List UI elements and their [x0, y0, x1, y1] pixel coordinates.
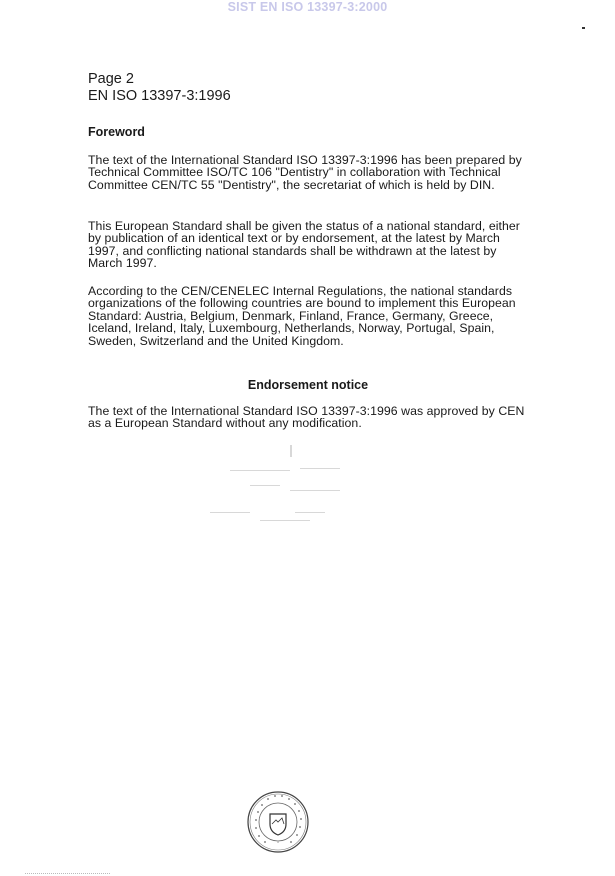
svg-text:*: *: [277, 840, 279, 845]
foreword-paragraph-1: The text of the International Standard ISO 13397-3:1996 has been prepared by Technical Committee ISO/TC 106 "Dentistry" in collaboration with Technical Committee CEN/TC 55 "Dentistry", the secretariat of which is held by DIN.: [88, 153, 522, 192]
footer-scan-line: [25, 873, 110, 874]
official-seal-icon: [246, 790, 310, 859]
watermark: SIST EN ISO 13397-3:2000: [227, 0, 388, 14]
document-id: EN ISO 13397-3:1996: [88, 88, 231, 104]
foreword-paragraph-3: According to the CEN/CENELEC Internal Regulations, the national standards organizations of the following countries are bound to implement this European Standard: Austria, Belgium, Denmark, Finland, France, Germany, Greece, Iceland, Ireland, Italy, Luxembourg, Netherlands, Norway, Portugal, Spain, Sweden, Switzerland and the United Kingdom.: [88, 284, 516, 348]
endorsement-text: The text of the International Standard ISO 13397-3:1996 was approved by CEN as a European Standard without any modification.: [88, 404, 525, 431]
endorsement-heading: Endorsement notice: [247, 378, 369, 392]
page-header: [88, 71, 231, 105]
faint-scan-residue: [160, 440, 420, 530]
page-number: Page 2: [88, 71, 134, 87]
foreword-paragraph-2: This European Standard shall be given the status of a national standard, either by publication of an identical text or by endorsement, at the latest by March 1997, and conflicting national standards shall be withdrawn at the latest by March 1997.: [88, 219, 520, 271]
foreword-heading: Foreword: [88, 125, 145, 139]
scan-speck: [582, 27, 585, 29]
